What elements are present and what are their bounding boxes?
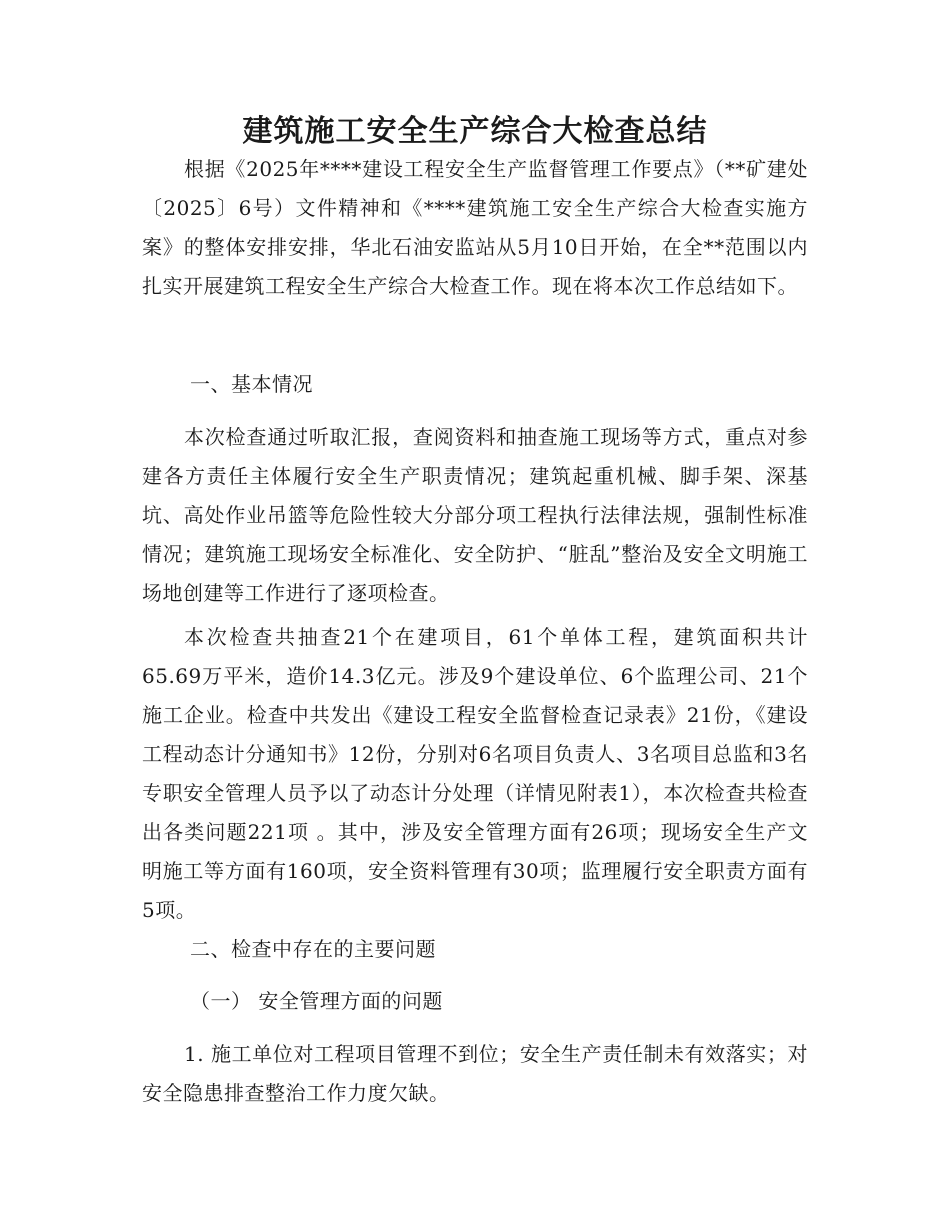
intro-paragraph: 根据《2025年****建设工程安全生产监督管理工作要点》（**矿建处〔2025〕6号）文件精神和《****建筑施工安全生产综合大检查实施方案》的整体安排安排，华北石油安监站从5月10日开始，在全**范围以内扎实开展建筑工程安全生产综合大检查工作。现在将本次工作总结如下。 [142,157,808,298]
subsection-heading-safety-management: （一） 安全管理方面的问题 [190,989,443,1013]
problem-item-1: 1. 施工单位对工程项目管理不到位；安全生产责任制未有效落实；对安全隐患排查整治工作力度欠缺。 [142,1042,808,1105]
section-heading-main-problems: 二、检查中存在的主要问题 [190,937,436,961]
section-heading-basic-situation: 一、基本情况 [190,372,313,396]
document-title: 建筑施工安全生产综合大检查总结 [242,114,708,149]
inspection-statistics-paragraph: 本次检查共抽查21个在建项目，61个单体工程，建筑面积共计65.69万平米，造价14.3亿元。涉及9个建设单位、6个监理公司、21个施工企业。检查中共发出《建设工程安全监督检查记录表》21份，《建设工程动态计分通知书》12份，分别对6名项目负责人、3名项目总监和3名专职安全管理人员予以了动态计分处理（详情见附表1），本次检查共检查出各类问题221项 。其中，涉及安全管理方面有26项；现场安全生产文明施工等方面有160项，安全资料管理有30项；监理履行安全职责方面有5项。 [142,625,808,922]
inspection-method-paragraph: 本次检查通过听取汇报，查阅资料和抽查施工现场等方式，重点对参建各方责任主体履行安全生产职责情况；建筑起重机械、脚手架、深基坑、高处作业吊篮等危险性较大分部分项工程执行法律法规，强制性标准情况；建筑施工现场安全标准化、安全防护、“脏乱”整治及安全文明施工场地创建等工作进行了逐项检查。 [142,425,808,605]
